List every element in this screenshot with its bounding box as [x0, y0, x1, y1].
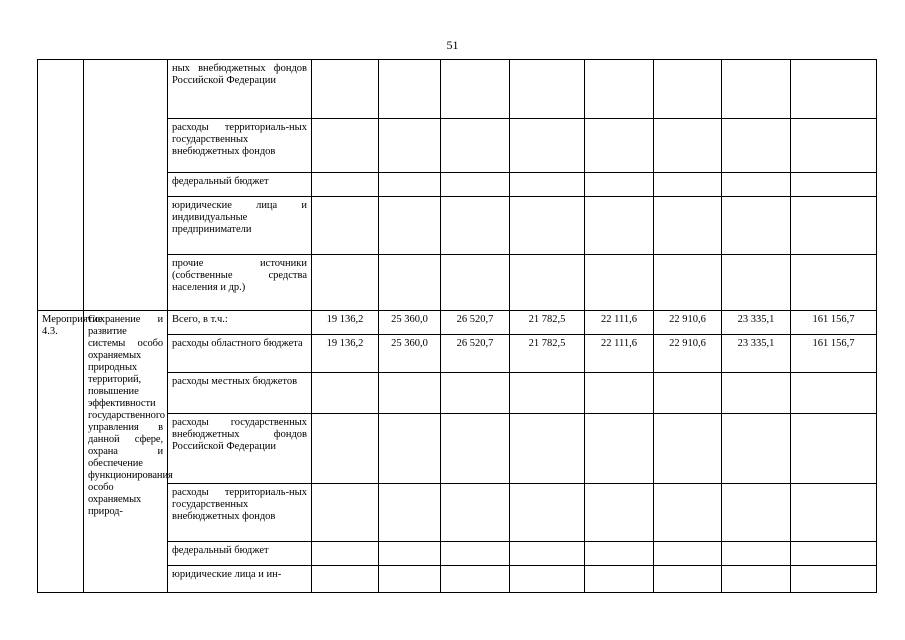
- empty-cell: [654, 60, 722, 119]
- empty-cell: [441, 173, 510, 197]
- measure-code-cell: Мероприятие 4.3.: [38, 311, 84, 593]
- empty-cell: [585, 60, 654, 119]
- value-cell: 161 156,7: [791, 335, 877, 373]
- empty-cell: [585, 173, 654, 197]
- funding-source-cell: юридические лица и индивидуальные предприниматели: [168, 197, 312, 255]
- empty-cell: [791, 414, 877, 484]
- empty-cell: [379, 119, 441, 173]
- empty-cell: [312, 414, 379, 484]
- empty-cell: [654, 197, 722, 255]
- funding-source-cell: расходы местных бюджетов: [168, 373, 312, 414]
- empty-cell: [312, 173, 379, 197]
- empty-cell: [791, 373, 877, 414]
- funding-source-cell: расходы территориаль-ных государственных внебюджетных фондов: [168, 484, 312, 542]
- value-cell: 22 111,6: [585, 335, 654, 373]
- cont-code-cell: [38, 60, 84, 311]
- empty-cell: [312, 566, 379, 593]
- empty-cell: [379, 60, 441, 119]
- empty-cell: [654, 373, 722, 414]
- empty-cell: [585, 119, 654, 173]
- empty-cell: [791, 173, 877, 197]
- empty-cell: [722, 373, 791, 414]
- empty-cell: [379, 173, 441, 197]
- funding-source-cell: федеральный бюджет: [168, 173, 312, 197]
- value-cell: 19 136,2: [312, 311, 379, 335]
- empty-cell: [510, 373, 585, 414]
- empty-cell: [510, 60, 585, 119]
- budget-table: [37, 59, 877, 593]
- empty-cell: [791, 566, 877, 593]
- empty-cell: [722, 173, 791, 197]
- empty-cell: [654, 542, 722, 566]
- empty-cell: [441, 373, 510, 414]
- empty-cell: [722, 484, 791, 542]
- empty-cell: [441, 197, 510, 255]
- empty-cell: [791, 119, 877, 173]
- empty-cell: [312, 255, 379, 311]
- empty-cell: [722, 197, 791, 255]
- funding-source-cell: расходы областного бюджета: [168, 335, 312, 373]
- value-cell: 25 360,0: [379, 311, 441, 335]
- empty-cell: [510, 484, 585, 542]
- funding-source-cell: Всего, в т.ч.:: [168, 311, 312, 335]
- empty-cell: [791, 484, 877, 542]
- empty-cell: [312, 542, 379, 566]
- empty-cell: [585, 484, 654, 542]
- empty-cell: [791, 542, 877, 566]
- empty-cell: [654, 566, 722, 593]
- empty-cell: [312, 484, 379, 542]
- empty-cell: [585, 566, 654, 593]
- empty-cell: [791, 197, 877, 255]
- empty-cell: [585, 542, 654, 566]
- table-row: [38, 311, 877, 335]
- empty-cell: [654, 119, 722, 173]
- empty-cell: [441, 414, 510, 484]
- empty-cell: [654, 173, 722, 197]
- value-cell: 161 156,7: [791, 311, 877, 335]
- empty-cell: [379, 373, 441, 414]
- value-cell: 21 782,5: [510, 311, 585, 335]
- funding-source-cell: федеральный бюджет: [168, 542, 312, 566]
- value-cell: 23 335,1: [722, 311, 791, 335]
- empty-cell: [379, 414, 441, 484]
- empty-cell: [510, 542, 585, 566]
- empty-cell: [791, 255, 877, 311]
- funding-source-cell: юридические лица и ин-: [168, 566, 312, 593]
- empty-cell: [722, 542, 791, 566]
- value-cell: 23 335,1: [722, 335, 791, 373]
- value-cell: 26 520,7: [441, 311, 510, 335]
- page-number: 51: [446, 38, 459, 52]
- empty-cell: [441, 255, 510, 311]
- empty-cell: [312, 119, 379, 173]
- table-row: [38, 60, 877, 119]
- value-cell: 22 111,6: [585, 311, 654, 335]
- empty-cell: [441, 119, 510, 173]
- empty-cell: [791, 60, 877, 119]
- empty-cell: [722, 119, 791, 173]
- empty-cell: [585, 197, 654, 255]
- empty-cell: [722, 255, 791, 311]
- empty-cell: [379, 255, 441, 311]
- empty-cell: [379, 484, 441, 542]
- funding-source-cell: ных внебюджетных фондов Российской Федерации: [168, 60, 312, 119]
- empty-cell: [510, 414, 585, 484]
- empty-cell: [312, 197, 379, 255]
- funding-source-cell: прочие источники (собственные средства населения и др.): [168, 255, 312, 311]
- empty-cell: [441, 484, 510, 542]
- empty-cell: [585, 255, 654, 311]
- empty-cell: [585, 373, 654, 414]
- empty-cell: [585, 414, 654, 484]
- value-cell: 26 520,7: [441, 335, 510, 373]
- empty-cell: [722, 414, 791, 484]
- funding-source-cell: расходы государственных внебюджетных фондов Российской Федерации: [168, 414, 312, 484]
- value-cell: 22 910,6: [654, 311, 722, 335]
- empty-cell: [379, 542, 441, 566]
- empty-cell: [379, 566, 441, 593]
- measure-name-cell: Сохранение и развитие системы особо охраняемых природных территорий, повышение эффективности государственного управления в данной сфере, охрана и обеспечение функционирования особо охраняемых природ-: [84, 311, 168, 593]
- empty-cell: [441, 542, 510, 566]
- empty-cell: [441, 60, 510, 119]
- value-cell: 21 782,5: [510, 335, 585, 373]
- value-cell: 25 360,0: [379, 335, 441, 373]
- funding-source-cell: расходы территориаль-ных государственных внебюджетных фондов: [168, 119, 312, 173]
- empty-cell: [654, 255, 722, 311]
- empty-cell: [510, 173, 585, 197]
- empty-cell: [654, 414, 722, 484]
- empty-cell: [510, 566, 585, 593]
- empty-cell: [312, 60, 379, 119]
- empty-cell: [441, 566, 510, 593]
- empty-cell: [312, 373, 379, 414]
- value-cell: 22 910,6: [654, 335, 722, 373]
- value-cell: 19 136,2: [312, 335, 379, 373]
- empty-cell: [654, 484, 722, 542]
- empty-cell: [510, 119, 585, 173]
- empty-cell: [510, 255, 585, 311]
- empty-cell: [379, 197, 441, 255]
- empty-cell: [510, 197, 585, 255]
- cont-name-cell: [84, 60, 168, 311]
- empty-cell: [722, 566, 791, 593]
- empty-cell: [722, 60, 791, 119]
